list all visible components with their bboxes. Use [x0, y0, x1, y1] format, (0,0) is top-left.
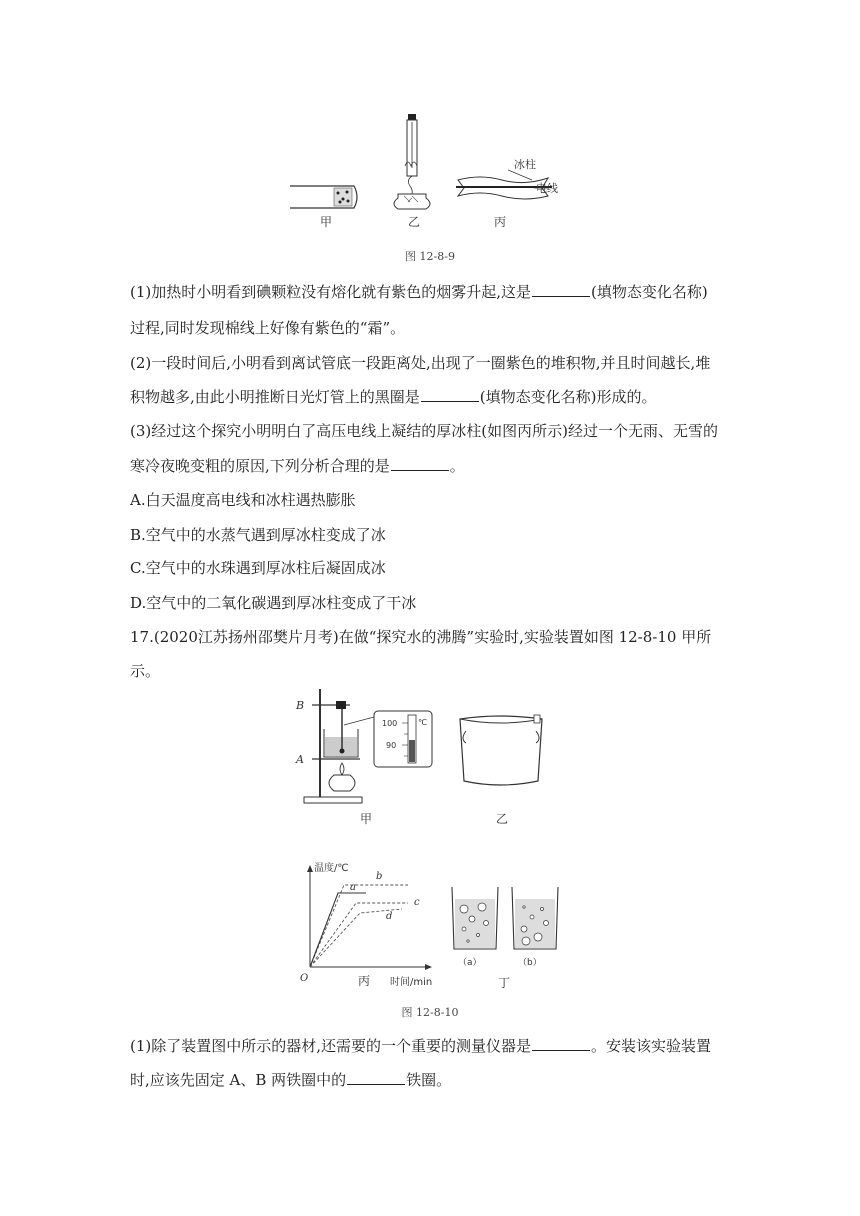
ice-wire-drawing: [456, 157, 558, 199]
q16-part1-line2: 过程,同时发现棉线上好像有紫色的“霜”。: [130, 319, 406, 337]
q16-part1-text-a: (1)加热时小明看到碘颗粒没有熔化就有紫色的烟雾升起,这是: [130, 283, 532, 301]
answer-blank[interactable]: [532, 1036, 590, 1051]
q16-part3-text-b: 。: [449, 457, 465, 475]
vertical-tube-burner-drawing: [394, 114, 430, 209]
thermometer-tick-90: 90: [386, 741, 397, 750]
option-c[interactable]: C.空气中的水珠遇到厚冰柱后凝固成冰: [130, 559, 386, 577]
iron-stand-drawing: [304, 689, 432, 803]
option-a[interactable]: A.白天温度高电线和冰柱遇热膨胀: [130, 491, 356, 509]
label-yi: 乙: [496, 812, 509, 826]
curve-c-label: c: [414, 897, 420, 908]
wire-label: 电线: [536, 182, 558, 195]
curve-d-label: d: [386, 911, 393, 922]
curve-a-label: a: [350, 882, 356, 893]
graph-xlabel: 时间/min: [390, 977, 433, 988]
ring-label-a: A: [296, 753, 304, 766]
q17-part1-text-a: (1)除了装置图中所示的器材,还需要的一个重要的测量仪器是: [130, 1037, 532, 1055]
q17-part1-line2: [130, 1070, 730, 1090]
figure-caption-12-8-9: 图 12-8-9: [405, 250, 455, 263]
figure-12-8-10-graph-beakers: [296, 855, 566, 995]
q16-part2-line1: (2)一段时间后,小明看到离试管底一段距离处,出现了一圈紫色的堆积物,并且时间越长,堆: [130, 354, 711, 372]
curve-b-label: b: [376, 871, 383, 882]
q17-intro-line1: 17.(2020江苏扬州邵樊片月考)在做“探究水的沸腾”实验时,实验装置如图 12-8-10 甲所: [130, 628, 712, 646]
beaker-a-drawing: [452, 887, 498, 968]
answer-blank[interactable]: [532, 282, 590, 297]
ice-column-label: 冰柱: [514, 158, 536, 171]
q16-part2-line2: [130, 387, 730, 407]
label-bing: 丙: [358, 974, 371, 988]
q17-part1-text-b: 。安装该实验装置: [591, 1037, 712, 1055]
answer-blank[interactable]: [391, 456, 449, 471]
q17-part1-text-c: 时,应该先固定 A、B 两铁圈中的: [130, 1071, 347, 1089]
label-ding: 丁: [498, 976, 511, 990]
label-yi: 乙: [408, 215, 421, 229]
q16-part3-text-a: 寒冷夜晚变粗的原因,下列分析合理的是: [130, 457, 390, 475]
curve-c-line: [310, 903, 408, 967]
label-bing: 丙: [494, 215, 507, 229]
graph-origin: O: [300, 973, 309, 984]
q17-part1-text-d: 铁圈。: [406, 1071, 452, 1089]
q16-part1-line1: [130, 282, 730, 302]
temperature-time-graph: [300, 861, 432, 988]
q16-part1-text-b: (填物态变化名称): [591, 283, 708, 301]
q16-part3-line1: (3)经过这个探究小明明白了高压电线上凝结的厚冰柱(如图丙所示)经过一个无雨、无雪的: [130, 422, 718, 440]
answer-blank[interactable]: [347, 1070, 405, 1085]
answer-blank[interactable]: [421, 387, 479, 402]
horizontal-test-tube-drawing: [290, 186, 357, 208]
ring-label-b: B: [296, 699, 305, 712]
figure-12-8-10-apparatus: [290, 685, 570, 830]
paper-container-drawing: [460, 715, 542, 785]
thermometer-tick-100: 100: [382, 719, 398, 728]
label-jia: 甲: [320, 215, 333, 229]
thermometer-unit: ℃: [418, 718, 427, 727]
beaker-a-label: （a）: [458, 958, 482, 968]
q17-part1-line1: [130, 1036, 730, 1056]
curve-a-line: [310, 893, 366, 967]
option-d[interactable]: D.空气中的二氧化碳遇到厚冰柱变成了干冰: [130, 594, 417, 612]
beaker-b-drawing: [512, 887, 558, 968]
q16-part3-line2: [130, 456, 730, 476]
q17-intro-line2: 示。: [130, 662, 161, 680]
graph-ylabel: 温度/℃: [314, 863, 349, 874]
beaker-b-label: （b）: [518, 958, 542, 968]
label-jia: 甲: [360, 812, 373, 826]
figure-12-8-9: [280, 108, 590, 233]
q16-part2-text-a: 积物越多,由此小明推断日光灯管上的黑圈是: [130, 388, 420, 406]
option-b[interactable]: B.空气中的水蒸气遇到厚冰柱变成了冰: [130, 526, 386, 544]
q16-part2-text-b: (填物态变化名称)形成的。: [479, 388, 657, 406]
figure-caption-12-8-10: 图 12-8-10: [401, 1006, 459, 1019]
curve-b-line: [310, 885, 408, 967]
